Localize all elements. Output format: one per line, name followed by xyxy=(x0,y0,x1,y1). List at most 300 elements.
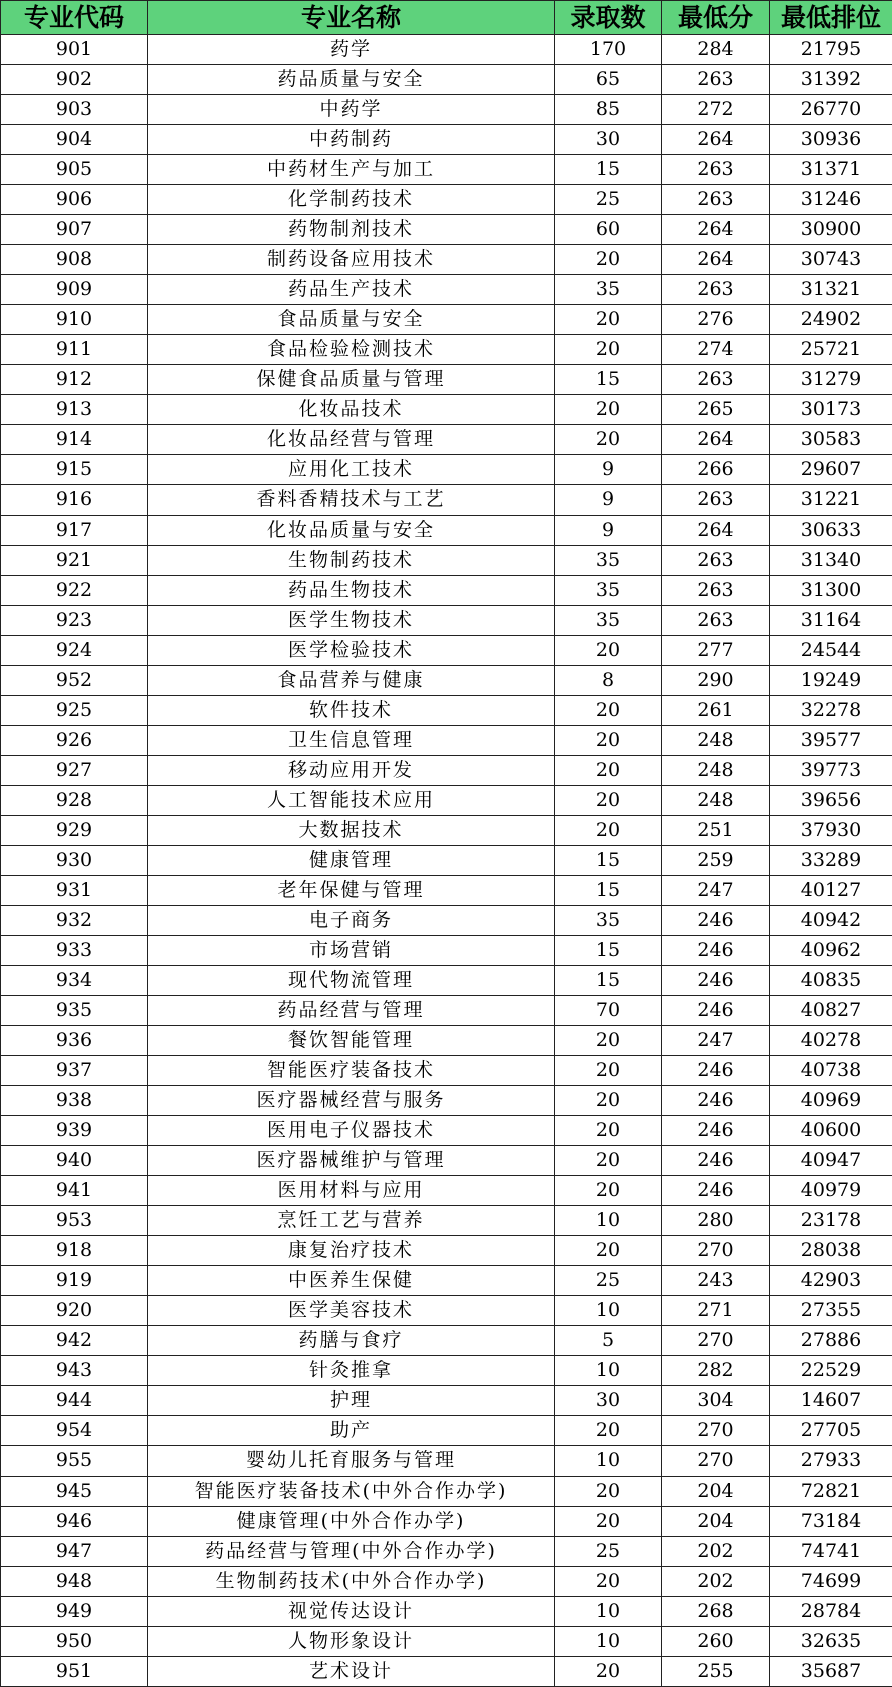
table-row xyxy=(1,845,892,875)
min-score-cell: 246 xyxy=(662,935,770,965)
header-major-code: 专业代码 xyxy=(1,1,148,35)
min-score-cell: 260 xyxy=(662,1626,770,1656)
min-score-cell: 264 xyxy=(662,125,770,155)
min-rank-cell: 30173 xyxy=(770,395,892,425)
major-code-cell: 917 xyxy=(1,515,148,545)
major-name-cell: 医疗器械维护与管理 xyxy=(148,1146,555,1176)
table-row xyxy=(1,485,892,515)
admitted-count-cell: 10 xyxy=(555,1446,662,1476)
table-row xyxy=(1,425,892,455)
min-score-cell: 272 xyxy=(662,95,770,125)
min-rank-cell: 40827 xyxy=(770,996,892,1026)
min-rank-cell: 30743 xyxy=(770,245,892,275)
admitted-count-cell: 20 xyxy=(555,1416,662,1446)
min-rank-cell: 27933 xyxy=(770,1446,892,1476)
table-row xyxy=(1,65,892,95)
major-code-cell: 905 xyxy=(1,155,148,185)
min-rank-cell: 22529 xyxy=(770,1356,892,1386)
header-major-name: 专业名称 xyxy=(148,1,555,35)
min-score-cell: 246 xyxy=(662,1056,770,1086)
admitted-count-cell: 15 xyxy=(555,365,662,395)
admitted-count-cell: 20 xyxy=(555,1026,662,1056)
min-score-cell: 204 xyxy=(662,1506,770,1536)
min-rank-cell: 74699 xyxy=(770,1566,892,1596)
min-score-cell: 246 xyxy=(662,1146,770,1176)
major-name-cell: 软件技术 xyxy=(148,695,555,725)
min-score-cell: 263 xyxy=(662,155,770,185)
major-code-cell: 938 xyxy=(1,1086,148,1116)
min-score-cell: 248 xyxy=(662,725,770,755)
major-code-cell: 922 xyxy=(1,575,148,605)
min-rank-cell: 40979 xyxy=(770,1176,892,1206)
table-row xyxy=(1,365,892,395)
table-row xyxy=(1,455,892,485)
table-row xyxy=(1,335,892,365)
admitted-count-cell: 15 xyxy=(555,965,662,995)
table-row xyxy=(1,545,892,575)
header-admitted-count: 录取数 xyxy=(555,1,662,35)
major-code-cell: 923 xyxy=(1,605,148,635)
table-row xyxy=(1,1626,892,1656)
min-rank-cell: 14607 xyxy=(770,1386,892,1416)
min-rank-cell: 23178 xyxy=(770,1206,892,1236)
major-name-cell: 移动应用开发 xyxy=(148,755,555,785)
table-row xyxy=(1,1446,892,1476)
min-rank-cell: 25721 xyxy=(770,335,892,365)
admitted-count-cell: 35 xyxy=(555,605,662,635)
admitted-count-cell: 20 xyxy=(555,755,662,785)
table-row xyxy=(1,755,892,785)
admitted-count-cell: 20 xyxy=(555,725,662,755)
major-name-cell: 市场营销 xyxy=(148,935,555,965)
min-score-cell: 304 xyxy=(662,1386,770,1416)
admitted-count-cell: 20 xyxy=(555,1656,662,1686)
min-score-cell: 202 xyxy=(662,1536,770,1566)
table-row xyxy=(1,1656,892,1686)
major-name-cell: 中药制药 xyxy=(148,125,555,155)
min-rank-cell: 28784 xyxy=(770,1596,892,1626)
min-rank-cell: 42903 xyxy=(770,1266,892,1296)
major-code-cell: 919 xyxy=(1,1266,148,1296)
min-score-cell: 263 xyxy=(662,365,770,395)
major-code-cell: 926 xyxy=(1,725,148,755)
admitted-count-cell: 9 xyxy=(555,455,662,485)
admitted-count-cell: 20 xyxy=(555,695,662,725)
major-code-cell: 943 xyxy=(1,1356,148,1386)
major-code-cell: 945 xyxy=(1,1476,148,1506)
major-code-cell: 955 xyxy=(1,1446,148,1476)
major-name-cell: 针灸推拿 xyxy=(148,1356,555,1386)
major-code-cell: 901 xyxy=(1,35,148,65)
table-row xyxy=(1,95,892,125)
admitted-count-cell: 20 xyxy=(555,1236,662,1266)
admitted-count-cell: 20 xyxy=(555,1566,662,1596)
major-name-cell: 烹饪工艺与营养 xyxy=(148,1206,555,1236)
major-name-cell: 药膳与食疗 xyxy=(148,1326,555,1356)
min-score-cell: 271 xyxy=(662,1296,770,1326)
min-rank-cell: 32635 xyxy=(770,1626,892,1656)
min-score-cell: 282 xyxy=(662,1356,770,1386)
min-score-cell: 263 xyxy=(662,485,770,515)
min-score-cell: 246 xyxy=(662,1176,770,1206)
admitted-count-cell: 20 xyxy=(555,1476,662,1506)
min-rank-cell: 39577 xyxy=(770,725,892,755)
admitted-count-cell: 20 xyxy=(555,335,662,365)
major-name-cell: 生物制药技术 xyxy=(148,545,555,575)
min-rank-cell: 40127 xyxy=(770,875,892,905)
major-name-cell: 卫生信息管理 xyxy=(148,725,555,755)
table-row xyxy=(1,935,892,965)
major-code-cell: 924 xyxy=(1,635,148,665)
min-score-cell: 263 xyxy=(662,275,770,305)
table-row xyxy=(1,785,892,815)
major-name-cell: 医学美容技术 xyxy=(148,1296,555,1326)
min-score-cell: 246 xyxy=(662,1086,770,1116)
major-name-cell: 化妆品经营与管理 xyxy=(148,425,555,455)
min-score-cell: 290 xyxy=(662,665,770,695)
major-name-cell: 大数据技术 xyxy=(148,815,555,845)
table-row xyxy=(1,1476,892,1506)
min-rank-cell: 24544 xyxy=(770,635,892,665)
admitted-count-cell: 10 xyxy=(555,1296,662,1326)
min-score-cell: 248 xyxy=(662,755,770,785)
min-rank-cell: 35687 xyxy=(770,1656,892,1686)
min-rank-cell: 27705 xyxy=(770,1416,892,1446)
admitted-count-cell: 5 xyxy=(555,1326,662,1356)
major-name-cell: 艺术设计 xyxy=(148,1656,555,1686)
major-code-cell: 942 xyxy=(1,1326,148,1356)
major-name-cell: 食品营养与健康 xyxy=(148,665,555,695)
major-name-cell: 生物制药技术(中外合作办学) xyxy=(148,1566,555,1596)
admitted-count-cell: 10 xyxy=(555,1356,662,1386)
table-row xyxy=(1,185,892,215)
admitted-count-cell: 10 xyxy=(555,1596,662,1626)
major-name-cell: 智能医疗装备技术 xyxy=(148,1056,555,1086)
min-rank-cell: 40962 xyxy=(770,935,892,965)
min-score-cell: 261 xyxy=(662,695,770,725)
major-name-cell: 人工智能技术应用 xyxy=(148,785,555,815)
major-name-cell: 药品生物技术 xyxy=(148,575,555,605)
major-code-cell: 946 xyxy=(1,1506,148,1536)
min-score-cell: 259 xyxy=(662,845,770,875)
min-rank-cell: 37930 xyxy=(770,815,892,845)
major-code-cell: 914 xyxy=(1,425,148,455)
major-code-cell: 936 xyxy=(1,1026,148,1056)
table-row xyxy=(1,215,892,245)
min-score-cell: 264 xyxy=(662,515,770,545)
major-name-cell: 医用电子仪器技术 xyxy=(148,1116,555,1146)
table-row xyxy=(1,275,892,305)
min-rank-cell: 40600 xyxy=(770,1116,892,1146)
major-name-cell: 药学 xyxy=(148,35,555,65)
min-score-cell: 202 xyxy=(662,1566,770,1596)
min-rank-cell: 27886 xyxy=(770,1326,892,1356)
admitted-count-cell: 170 xyxy=(555,35,662,65)
major-name-cell: 人物形象设计 xyxy=(148,1626,555,1656)
table-row xyxy=(1,695,892,725)
min-score-cell: 263 xyxy=(662,65,770,95)
table-row xyxy=(1,1356,892,1386)
min-rank-cell: 72821 xyxy=(770,1476,892,1506)
min-rank-cell: 31371 xyxy=(770,155,892,185)
table-row xyxy=(1,1146,892,1176)
min-rank-cell: 24902 xyxy=(770,305,892,335)
major-name-cell: 药品质量与安全 xyxy=(148,65,555,95)
table-row xyxy=(1,1206,892,1236)
min-rank-cell: 40738 xyxy=(770,1056,892,1086)
min-score-cell: 248 xyxy=(662,785,770,815)
table-row xyxy=(1,965,892,995)
min-score-cell: 246 xyxy=(662,905,770,935)
admitted-count-cell: 35 xyxy=(555,575,662,605)
min-rank-cell: 39656 xyxy=(770,785,892,815)
major-code-cell: 915 xyxy=(1,455,148,485)
table-row xyxy=(1,245,892,275)
major-code-cell: 954 xyxy=(1,1416,148,1446)
min-score-cell: 270 xyxy=(662,1326,770,1356)
major-name-cell: 化妆品质量与安全 xyxy=(148,515,555,545)
admitted-count-cell: 20 xyxy=(555,1146,662,1176)
header-min-rank: 最低排位 xyxy=(770,1,892,35)
admitted-count-cell: 35 xyxy=(555,545,662,575)
admitted-count-cell: 30 xyxy=(555,125,662,155)
admitted-count-cell: 35 xyxy=(555,275,662,305)
min-rank-cell: 27355 xyxy=(770,1296,892,1326)
major-code-cell: 934 xyxy=(1,965,148,995)
major-code-cell: 903 xyxy=(1,95,148,125)
min-score-cell: 264 xyxy=(662,425,770,455)
min-score-cell: 264 xyxy=(662,245,770,275)
table-row xyxy=(1,635,892,665)
major-name-cell: 智能医疗装备技术(中外合作办学) xyxy=(148,1476,555,1506)
major-name-cell: 医学生物技术 xyxy=(148,605,555,635)
admitted-count-cell: 20 xyxy=(555,425,662,455)
admitted-count-cell: 25 xyxy=(555,185,662,215)
major-code-cell: 904 xyxy=(1,125,148,155)
table-body xyxy=(1,35,892,1687)
min-rank-cell: 26770 xyxy=(770,95,892,125)
table-row xyxy=(1,875,892,905)
admitted-count-cell: 20 xyxy=(555,635,662,665)
admitted-count-cell: 20 xyxy=(555,395,662,425)
major-code-cell: 912 xyxy=(1,365,148,395)
major-code-cell: 951 xyxy=(1,1656,148,1686)
admitted-count-cell: 60 xyxy=(555,215,662,245)
admitted-count-cell: 25 xyxy=(555,1536,662,1566)
min-score-cell: 270 xyxy=(662,1416,770,1446)
min-rank-cell: 21795 xyxy=(770,35,892,65)
min-score-cell: 251 xyxy=(662,815,770,845)
table-row xyxy=(1,1266,892,1296)
min-rank-cell: 40969 xyxy=(770,1086,892,1116)
admitted-count-cell: 35 xyxy=(555,905,662,935)
admitted-count-cell: 30 xyxy=(555,1386,662,1416)
table-row xyxy=(1,35,892,65)
table-row xyxy=(1,1386,892,1416)
header-row xyxy=(1,1,892,35)
min-rank-cell: 73184 xyxy=(770,1506,892,1536)
major-name-cell: 化学制药技术 xyxy=(148,185,555,215)
min-rank-cell: 31321 xyxy=(770,275,892,305)
table-row xyxy=(1,305,892,335)
admitted-count-cell: 20 xyxy=(555,1056,662,1086)
min-rank-cell: 40942 xyxy=(770,905,892,935)
min-rank-cell: 28038 xyxy=(770,1236,892,1266)
major-code-cell: 940 xyxy=(1,1146,148,1176)
admitted-count-cell: 85 xyxy=(555,95,662,125)
min-score-cell: 266 xyxy=(662,455,770,485)
admitted-count-cell: 20 xyxy=(555,305,662,335)
major-name-cell: 助产 xyxy=(148,1416,555,1446)
major-name-cell: 药品经营与管理 xyxy=(148,996,555,1026)
major-code-cell: 949 xyxy=(1,1596,148,1626)
major-code-cell: 930 xyxy=(1,845,148,875)
admitted-count-cell: 20 xyxy=(555,1116,662,1146)
min-rank-cell: 31340 xyxy=(770,545,892,575)
major-name-cell: 医疗器械经营与服务 xyxy=(148,1086,555,1116)
table-row xyxy=(1,665,892,695)
major-code-cell: 937 xyxy=(1,1056,148,1086)
major-code-cell: 935 xyxy=(1,996,148,1026)
major-name-cell: 医用材料与应用 xyxy=(148,1176,555,1206)
major-name-cell: 电子商务 xyxy=(148,905,555,935)
table-row xyxy=(1,905,892,935)
min-rank-cell: 40278 xyxy=(770,1026,892,1056)
min-score-cell: 243 xyxy=(662,1266,770,1296)
major-code-cell: 929 xyxy=(1,815,148,845)
table-row xyxy=(1,1536,892,1566)
min-score-cell: 204 xyxy=(662,1476,770,1506)
table-row xyxy=(1,1506,892,1536)
major-name-cell: 化妆品技术 xyxy=(148,395,555,425)
min-rank-cell: 40835 xyxy=(770,965,892,995)
min-rank-cell: 30936 xyxy=(770,125,892,155)
major-name-cell: 医学检验技术 xyxy=(148,635,555,665)
min-score-cell: 246 xyxy=(662,996,770,1026)
major-code-cell: 911 xyxy=(1,335,148,365)
min-rank-cell: 30633 xyxy=(770,515,892,545)
min-score-cell: 284 xyxy=(662,35,770,65)
header-min-score: 最低分 xyxy=(662,1,770,35)
min-rank-cell: 74741 xyxy=(770,1536,892,1566)
major-code-cell: 906 xyxy=(1,185,148,215)
min-score-cell: 276 xyxy=(662,305,770,335)
table-row xyxy=(1,125,892,155)
major-name-cell: 视觉传达设计 xyxy=(148,1596,555,1626)
min-score-cell: 263 xyxy=(662,185,770,215)
major-code-cell: 920 xyxy=(1,1296,148,1326)
table-row xyxy=(1,515,892,545)
table-row xyxy=(1,1236,892,1266)
table-row xyxy=(1,1056,892,1086)
admitted-count-cell: 65 xyxy=(555,65,662,95)
min-score-cell: 263 xyxy=(662,605,770,635)
major-code-cell: 918 xyxy=(1,1236,148,1266)
major-name-cell: 餐饮智能管理 xyxy=(148,1026,555,1056)
major-code-cell: 950 xyxy=(1,1626,148,1656)
table-row xyxy=(1,1296,892,1326)
min-score-cell: 268 xyxy=(662,1596,770,1626)
major-code-cell: 947 xyxy=(1,1536,148,1566)
major-name-cell: 中医养生保健 xyxy=(148,1266,555,1296)
admitted-count-cell: 20 xyxy=(555,815,662,845)
major-name-cell: 护理 xyxy=(148,1386,555,1416)
major-code-cell: 921 xyxy=(1,545,148,575)
major-name-cell: 制药设备应用技术 xyxy=(148,245,555,275)
major-name-cell: 健康管理(中外合作办学) xyxy=(148,1506,555,1536)
major-code-cell: 907 xyxy=(1,215,148,245)
min-rank-cell: 31164 xyxy=(770,605,892,635)
min-rank-cell: 31221 xyxy=(770,485,892,515)
min-score-cell: 255 xyxy=(662,1656,770,1686)
table-row xyxy=(1,155,892,185)
table-row xyxy=(1,815,892,845)
admitted-count-cell: 25 xyxy=(555,1266,662,1296)
min-score-cell: 277 xyxy=(662,635,770,665)
min-score-cell: 247 xyxy=(662,875,770,905)
min-rank-cell: 31279 xyxy=(770,365,892,395)
table-row xyxy=(1,725,892,755)
table-row xyxy=(1,1566,892,1596)
major-name-cell: 药品生产技术 xyxy=(148,275,555,305)
min-rank-cell: 29607 xyxy=(770,455,892,485)
major-name-cell: 药品经营与管理(中外合作办学) xyxy=(148,1536,555,1566)
admitted-count-cell: 8 xyxy=(555,665,662,695)
table-row xyxy=(1,1596,892,1626)
table-row xyxy=(1,1086,892,1116)
min-score-cell: 274 xyxy=(662,335,770,365)
min-rank-cell: 31300 xyxy=(770,575,892,605)
major-code-cell: 910 xyxy=(1,305,148,335)
min-rank-cell: 31246 xyxy=(770,185,892,215)
min-score-cell: 270 xyxy=(662,1446,770,1476)
major-code-cell: 953 xyxy=(1,1206,148,1236)
admitted-count-cell: 20 xyxy=(555,1506,662,1536)
table-row xyxy=(1,1326,892,1356)
major-code-cell: 909 xyxy=(1,275,148,305)
major-code-cell: 948 xyxy=(1,1566,148,1596)
min-rank-cell: 19249 xyxy=(770,665,892,695)
min-rank-cell: 32278 xyxy=(770,695,892,725)
admitted-count-cell: 10 xyxy=(555,1206,662,1236)
admitted-count-cell: 20 xyxy=(555,1176,662,1206)
min-rank-cell: 40947 xyxy=(770,1146,892,1176)
min-rank-cell: 31392 xyxy=(770,65,892,95)
major-code-cell: 928 xyxy=(1,785,148,815)
min-score-cell: 246 xyxy=(662,965,770,995)
min-rank-cell: 30900 xyxy=(770,215,892,245)
admitted-count-cell: 20 xyxy=(555,1086,662,1116)
admitted-count-cell: 15 xyxy=(555,935,662,965)
table-header xyxy=(1,1,892,35)
table-row xyxy=(1,605,892,635)
admitted-count-cell: 70 xyxy=(555,996,662,1026)
table-row xyxy=(1,1176,892,1206)
min-score-cell: 263 xyxy=(662,575,770,605)
admitted-count-cell: 15 xyxy=(555,155,662,185)
major-code-cell: 941 xyxy=(1,1176,148,1206)
major-name-cell: 康复治疗技术 xyxy=(148,1236,555,1266)
major-code-cell: 939 xyxy=(1,1116,148,1146)
major-name-cell: 食品质量与安全 xyxy=(148,305,555,335)
major-code-cell: 931 xyxy=(1,875,148,905)
major-name-cell: 食品检验检测技术 xyxy=(148,335,555,365)
major-name-cell: 老年保健与管理 xyxy=(148,875,555,905)
table-row xyxy=(1,1116,892,1146)
major-code-cell: 913 xyxy=(1,395,148,425)
min-score-cell: 246 xyxy=(662,1116,770,1146)
admitted-count-cell: 15 xyxy=(555,875,662,905)
